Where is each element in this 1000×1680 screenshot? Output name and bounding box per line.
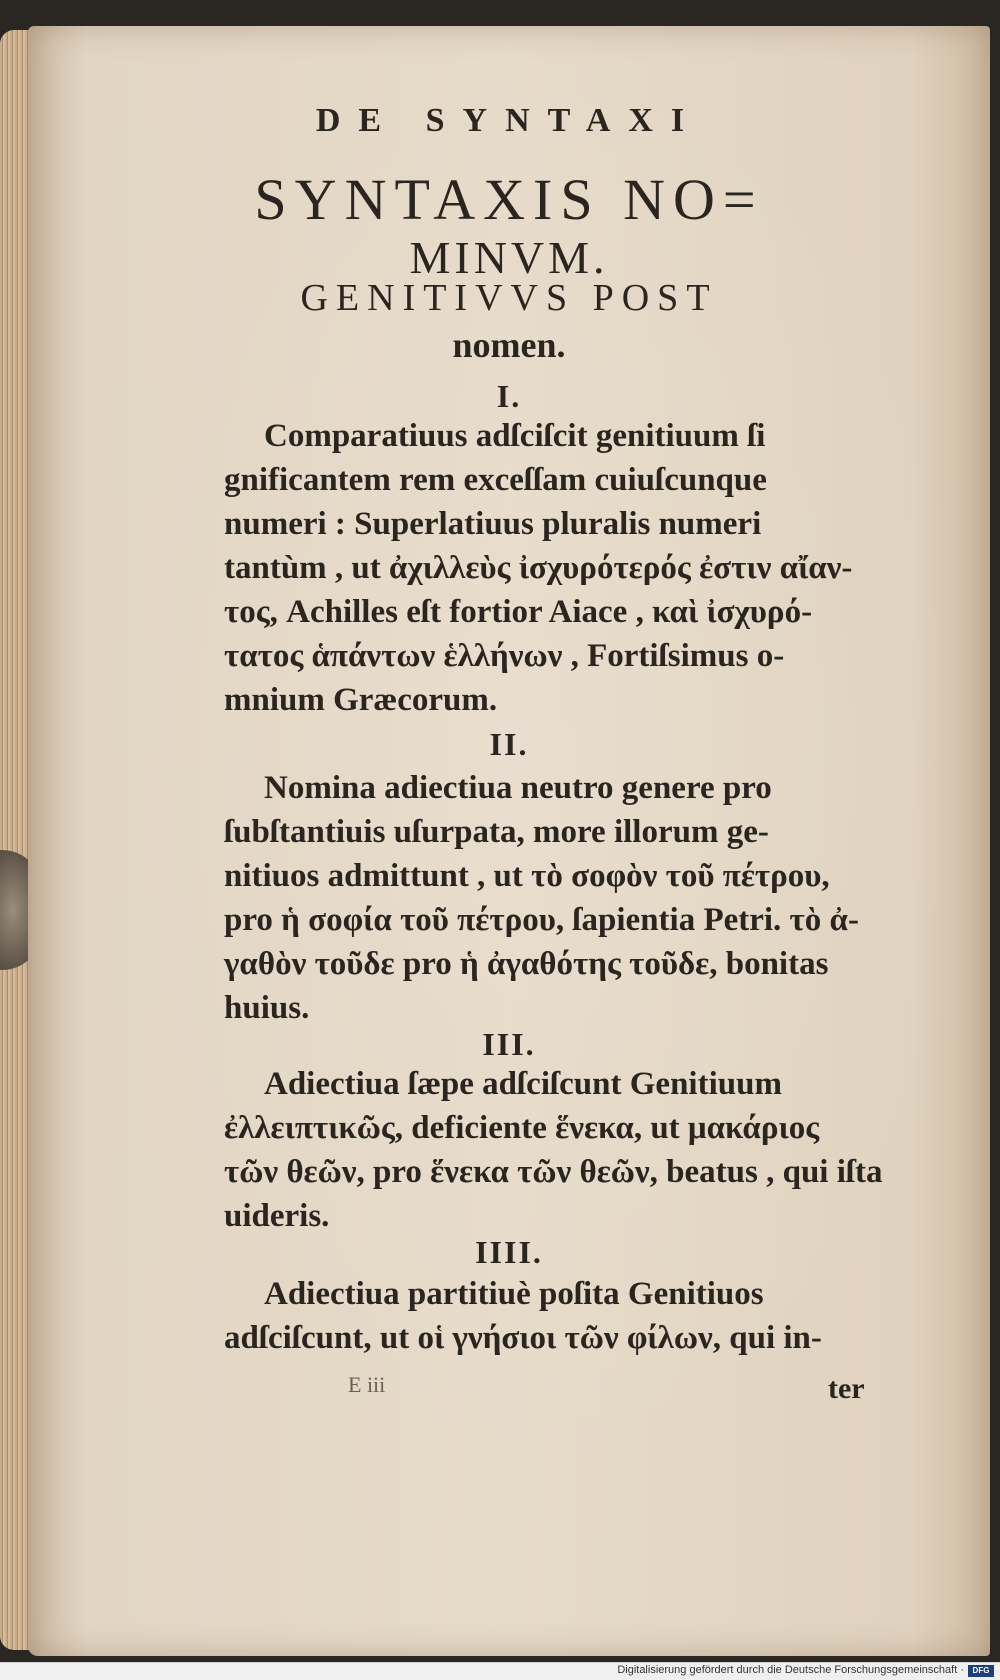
text-line: τατος ἁπάντων ἑλλήνων , Fortiſsimus o- <box>224 638 785 674</box>
footer-bar <box>0 1662 1000 1680</box>
text-line: Adiectiua ſæpe adſciſcunt Genitiuum <box>264 1066 782 1102</box>
text-line: Comparatiuus adſciſcit genitiuum ſi <box>264 418 766 454</box>
text-line: τῶν θεῶν, pro ἕνεκα τῶν θεῶν, beatus , qui iſta <box>224 1154 883 1190</box>
heading-line-3: GENITIVVS POST <box>300 277 718 319</box>
text-line: nitiuos admittunt , ut τὸ σοφὸν τοῦ πέτρου, <box>224 858 830 894</box>
section-numeral-2: II. <box>489 726 529 762</box>
running-head: DE SYNTAXI <box>315 102 703 139</box>
dfg-logo[interactable]: DFG <box>968 1665 994 1677</box>
text-line: huius. <box>224 990 310 1026</box>
section-2-paragraph <box>224 766 920 1030</box>
text-line: mnium Græcorum. <box>224 682 498 718</box>
section-numeral-3: III. <box>482 1026 536 1062</box>
text-line: Adiectiua partitiuè poſita Genitiuos <box>264 1276 764 1312</box>
section-4-paragraph <box>224 1272 920 1360</box>
text-line: adſciſcunt, ut οἱ γνήσιοι τῶν φίλων, qui in- <box>224 1320 822 1356</box>
heading-line-2: MINVM. <box>409 232 609 283</box>
text-line: τος, Achilles eſt fortior Aiace , καὶ ἰσχυρό- <box>224 594 813 630</box>
page-edges <box>0 30 30 1650</box>
text-line: Nomina adiectiua neutro genere pro <box>264 770 772 806</box>
heading-line-1: SYNTAXIS NO= <box>254 167 764 232</box>
section-1-paragraph <box>224 414 920 722</box>
book-page <box>28 26 990 1656</box>
section-numeral-4: IIII. <box>475 1234 543 1270</box>
text-line: uideris. <box>224 1198 330 1234</box>
text-line: gnificantem rem exceſſam cuiuſcunque <box>224 462 767 498</box>
text-line: ſubſtantiuis uſurpata, more illorum ge- <box>224 814 769 850</box>
text-line: ἐλλειπτικῶς, deficiente ἕνεκα, ut μακάριος <box>224 1110 820 1146</box>
footer-credit: Digitalisierung gefördert durch die Deutsche Forschungsgemeinschaft · <box>617 1664 964 1676</box>
text-line: γαθὸν τοῦδε pro ἡ ἀγαθότης τοῦδε, bonitas <box>224 946 829 982</box>
text-line: numeri : Superlatiuus pluralis numeri <box>224 506 762 542</box>
text-line: tantùm , ut ἀχιλλεὺς ἰσχυρότερός ἐστιν αἴαν- <box>224 550 853 586</box>
signature-mark: E iii <box>348 1372 386 1397</box>
catchword: ter <box>828 1372 865 1405</box>
section-numeral-1: I. <box>496 378 522 414</box>
section-3-paragraph <box>224 1062 920 1238</box>
text-line: pro ἡ σοφία τοῦ πέτρου, ſapientia Petri. τὸ ἀ- <box>224 902 859 938</box>
heading-line-4: nomen. <box>452 325 566 365</box>
page-text <box>28 26 990 1656</box>
